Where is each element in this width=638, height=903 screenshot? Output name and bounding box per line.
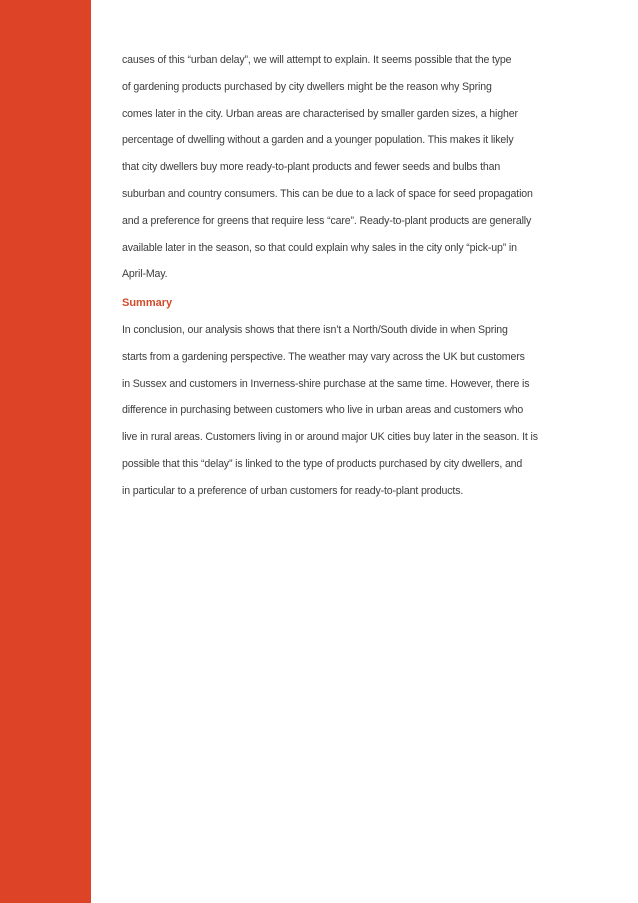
paragraph-line: April-May. (122, 268, 168, 281)
paragraph-line: possible that this “delay” is linked to the type of products purchased by city dwellers, and (122, 457, 523, 470)
intro-paragraph (122, 50, 602, 291)
paragraph-line: in Sussex and customers in Inverness-shire purchase at the same time. However, there is (122, 377, 530, 390)
paragraph-line: suburban and country consumers. This can be due to a lack of space for seed propagation (122, 187, 533, 200)
paragraph-line: that city dwellers buy more ready-to-plant products and fewer seeds and bulbs than (122, 161, 501, 174)
paragraph-line: difference in purchasing between customers who live in urban areas and customers who (122, 404, 524, 417)
paragraph-line: of gardening products purchased by city dwellers might be the reason why Spring (122, 80, 492, 93)
paragraph-line: percentage of dwelling without a garden and a younger population. This makes it likely (122, 134, 514, 147)
accent-side-bar (0, 0, 91, 903)
paragraph-line: starts from a gardening perspective. The weather may vary across the UK but customers (122, 350, 525, 363)
paragraph-line: live in rural areas. Customers living in or around major UK cities buy later in the season. It is (122, 431, 538, 444)
summary-paragraph (122, 320, 602, 508)
paragraph-line: and a preference for greens that require less “care”. Ready-to-plant products are generally (122, 214, 532, 227)
paragraph-line: in particular to a preference of urban customers for ready-to-plant products. (122, 484, 464, 497)
body-text (122, 50, 602, 508)
paragraph-line: causes of this “urban delay”, we will attempt to explain. It seems possible that the type (122, 54, 512, 66)
paragraph-line: available later in the season, so that could explain why sales in the city only “pick-up” in (122, 241, 517, 254)
paragraph-line: comes later in the city. Urban areas are characterised by smaller garden sizes, a higher (122, 107, 518, 120)
paragraph-line: In conclusion, our analysis shows that there isn’t a North/South divide in when Spring (122, 323, 508, 336)
summary-heading: Summary (122, 297, 173, 310)
